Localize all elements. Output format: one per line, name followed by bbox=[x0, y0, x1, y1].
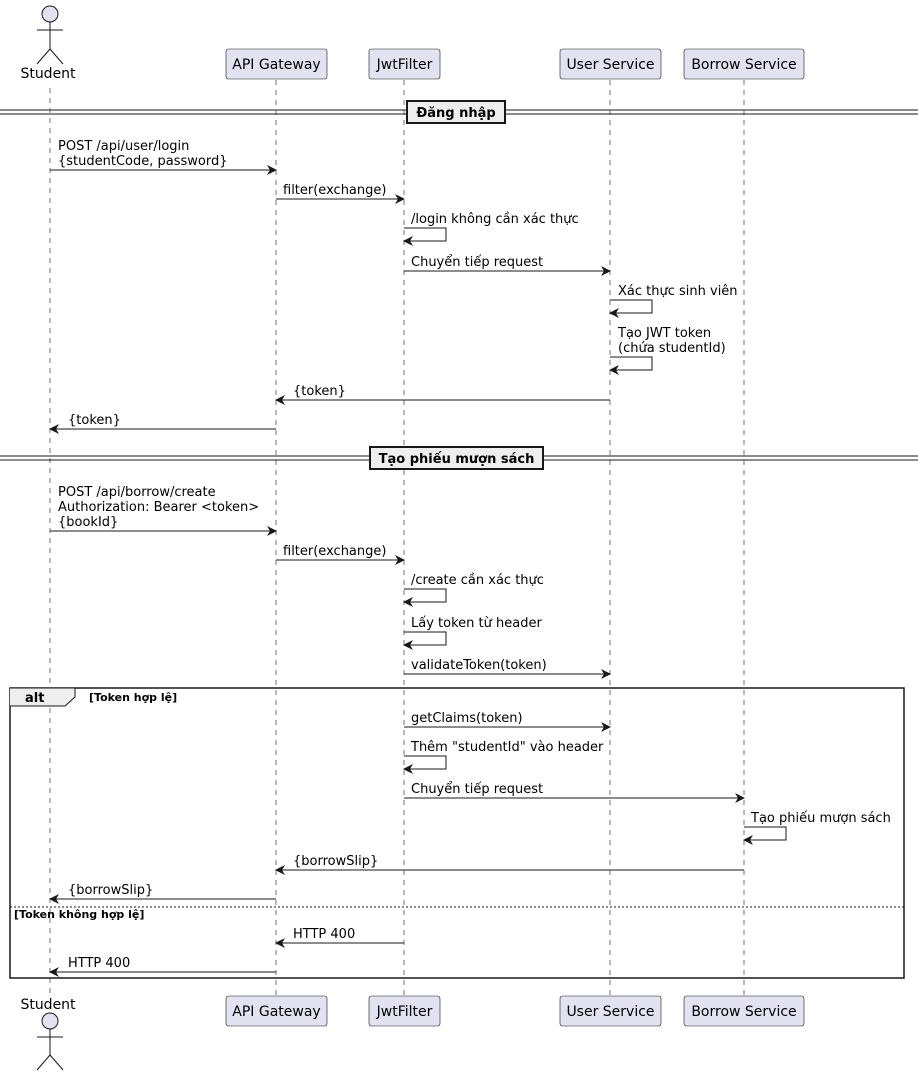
participant-jwt-filter-top bbox=[369, 49, 440, 79]
participant-jwt-filter-bottom bbox=[369, 996, 440, 1026]
alt-guard: [Token không hợp lệ] bbox=[14, 908, 145, 921]
self-message-arrow bbox=[404, 756, 446, 769]
message-label: filter(exchange) bbox=[283, 544, 387, 559]
actor-student-top bbox=[20, 6, 76, 82]
message-label: {token} bbox=[293, 384, 346, 399]
alt-frame bbox=[10, 688, 904, 978]
participant-borrow-service-bottom bbox=[684, 996, 804, 1026]
participant-api-gateway-bottom bbox=[226, 996, 327, 1026]
message-label bbox=[58, 485, 259, 530]
message-label: {borrowSlip} bbox=[293, 854, 379, 869]
actor-head bbox=[42, 6, 58, 22]
participant-label: API Gateway bbox=[232, 57, 321, 73]
message-line: {studentCode, password} bbox=[58, 154, 228, 169]
message-label bbox=[58, 139, 228, 169]
actor-head bbox=[42, 1013, 58, 1029]
participant-label: Borrow Service bbox=[691, 57, 797, 73]
message-label: HTTP 400 bbox=[293, 927, 356, 942]
message-line: POST /api/user/login bbox=[58, 139, 190, 154]
message-label: HTTP 400 bbox=[68, 956, 131, 971]
message-label: Lấy token từ header bbox=[411, 616, 542, 631]
divider-label: Tạo phiếu mượn sách bbox=[378, 452, 535, 467]
alt-guard: [Token hợp lệ] bbox=[89, 691, 178, 704]
message-label: Xác thực sinh viên bbox=[618, 284, 738, 299]
message-line: {bookId} bbox=[58, 515, 119, 530]
message-label: {token} bbox=[68, 413, 121, 428]
message-label: {borrowSlip} bbox=[68, 883, 154, 898]
message-line: Tạo JWT token bbox=[618, 326, 712, 341]
message-label: filter(exchange) bbox=[283, 183, 387, 198]
participant-label: User Service bbox=[566, 1004, 655, 1020]
self-message-arrow bbox=[404, 228, 446, 241]
actor-label: Student bbox=[20, 997, 76, 1013]
message-label: Chuyển tiếp request bbox=[411, 255, 544, 270]
self-message-arrow bbox=[610, 357, 652, 370]
alt-keyword: alt bbox=[25, 691, 45, 706]
message-line: Authorization: Bearer <token> bbox=[58, 500, 260, 515]
actor-leg-left bbox=[37, 49, 50, 64]
participant-label: JwtFilter bbox=[376, 57, 433, 73]
message-label: Thêm "studentId" vào header bbox=[411, 740, 604, 755]
participant-label: User Service bbox=[566, 57, 655, 73]
self-message-arrow bbox=[404, 589, 446, 602]
participant-label: JwtFilter bbox=[376, 1004, 433, 1020]
actor-leg-left bbox=[37, 1055, 50, 1070]
participant-user-service-bottom bbox=[560, 996, 661, 1026]
message-label: Chuyển tiếp request bbox=[411, 782, 544, 797]
self-message-arrow bbox=[744, 827, 786, 840]
alt-fragment bbox=[10, 688, 904, 978]
self-message-arrow bbox=[610, 300, 652, 313]
message-label: getClaims(token) bbox=[411, 711, 523, 726]
actor-leg-right bbox=[50, 1055, 63, 1070]
message-label: Tạo phiếu mượn sách bbox=[751, 811, 891, 826]
participant-label: Borrow Service bbox=[691, 1004, 797, 1020]
message-label: /create cần xác thực bbox=[411, 573, 544, 588]
divider-login bbox=[0, 101, 918, 123]
participant-user-service-top bbox=[560, 49, 661, 79]
participant-borrow-service-top bbox=[684, 49, 804, 79]
actor-student-bottom bbox=[20, 997, 76, 1070]
message-line: POST /api/borrow/create bbox=[58, 485, 216, 500]
self-message-arrow bbox=[404, 632, 446, 645]
divider-label: Đăng nhập bbox=[416, 106, 496, 121]
message-line: (chứa studentId) bbox=[618, 341, 726, 356]
participant-api-gateway-top bbox=[226, 49, 327, 79]
participant-label: API Gateway bbox=[232, 1004, 321, 1020]
message-label: validateToken(token) bbox=[411, 658, 547, 673]
message-label: /login không cần xác thực bbox=[411, 212, 579, 227]
divider-borrow bbox=[0, 447, 918, 469]
message-label bbox=[617, 326, 726, 356]
actor-label: Student bbox=[20, 66, 76, 82]
actor-leg-right bbox=[50, 49, 63, 64]
